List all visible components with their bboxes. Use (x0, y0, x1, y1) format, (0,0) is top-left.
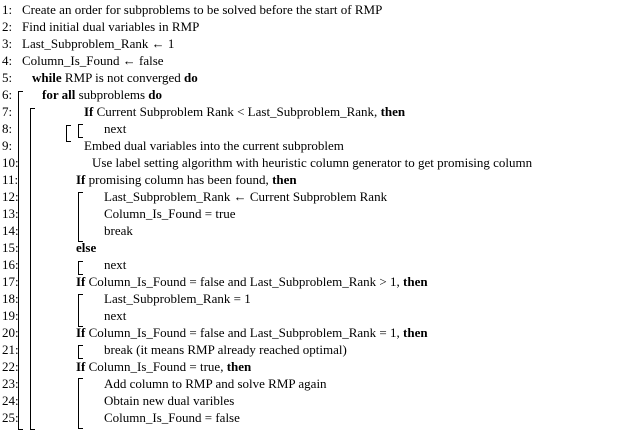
line-text (104, 392, 234, 409)
algorithm-line (0, 290, 624, 307)
line-text-segment: Add column to RMP and solve RMP again (104, 376, 327, 391)
algorithm-line (0, 273, 624, 290)
line-text-segment: Obtain new dual varibles (104, 393, 235, 408)
line-text (104, 188, 387, 205)
algorithm-line (0, 103, 624, 120)
algorithm-line (0, 86, 624, 103)
line-text (104, 120, 126, 137)
line-text-segment: RMP is not converged (61, 70, 185, 85)
line-text-segment: next (104, 121, 127, 136)
line-text-segment: Embed dual variables into the current subproblem (84, 138, 344, 153)
line-text (76, 273, 428, 290)
line-text (22, 18, 199, 35)
line-number: 11: (2, 172, 19, 187)
line-number: 9: (2, 138, 13, 153)
line-text-segment: subproblems (75, 87, 149, 102)
line-number: 4: (2, 53, 13, 68)
line-text-segment: Last_Subproblem_Rank ← 1 (22, 36, 175, 51)
line-number: 25: (2, 410, 19, 425)
algorithm-line (0, 409, 624, 426)
line-text (104, 375, 327, 392)
line-text-segment: promising column has been found, (85, 172, 273, 187)
line-text (32, 69, 198, 86)
line-text-segment: Column_Is_Found = true, (85, 359, 227, 374)
keyword: If (76, 325, 86, 340)
line-text (104, 205, 236, 222)
line-number: 24: (2, 393, 19, 408)
algorithm-line (0, 392, 624, 409)
line-number: 13: (2, 206, 19, 221)
line-text (104, 222, 133, 239)
line-number: 10: (2, 155, 19, 170)
line-number: 22: (2, 359, 19, 374)
line-number: 19: (2, 308, 19, 323)
keyword: then (272, 172, 297, 187)
line-text-segment: Current Subproblem Rank < Last_Subproblem_Rank, (93, 104, 381, 119)
algorithm-line (0, 205, 624, 222)
keyword: then (226, 359, 252, 374)
line-number: 18: (2, 291, 19, 306)
keyword: If (76, 172, 86, 187)
keyword: do (184, 70, 198, 85)
algorithm-line (0, 307, 624, 324)
line-text-segment: Create an order for subproblems to be solved before the start of RMP (22, 2, 383, 17)
line-text (104, 409, 240, 426)
line-text-segment: Find initial dual variables in RMP (22, 19, 200, 34)
keyword: then (403, 274, 428, 289)
line-text (76, 171, 297, 188)
line-text (104, 256, 126, 273)
line-number: 8: (2, 121, 13, 136)
keyword: If (76, 274, 86, 289)
algorithm-line (0, 188, 624, 205)
keyword: If (76, 359, 86, 374)
algorithm-line (0, 137, 624, 154)
line-number: 3: (2, 36, 13, 51)
line-text (76, 358, 251, 375)
algorithm-line (0, 239, 624, 256)
keyword: do (148, 87, 163, 102)
line-text-segment: Column_Is_Found = false and Last_Subproblem_Rank = 1, (85, 325, 404, 340)
line-number: 6: (2, 87, 13, 102)
line-text-segment: Use label setting algorithm with heuristic column generator to get promising column (92, 155, 533, 170)
line-text (22, 35, 174, 52)
algorithm-line (0, 222, 624, 239)
line-text (76, 239, 96, 256)
line-text (76, 324, 428, 341)
line-number: 2: (2, 19, 13, 34)
line-text-segment: Last_Subproblem_Rank = 1 (104, 291, 251, 306)
line-number: 7: (2, 104, 13, 119)
algorithm-line (0, 375, 624, 392)
line-number: 16: (2, 257, 19, 272)
line-text (42, 86, 162, 103)
line-text-segment: Column_Is_Found = true (104, 206, 236, 221)
line-text (84, 137, 344, 154)
line-text-segment: Column_Is_Found = false and Last_Subproblem_Rank > 1, (85, 274, 404, 289)
line-number: 23: (2, 376, 19, 391)
line-text-segment: next (104, 257, 127, 272)
line-text (104, 341, 347, 358)
keyword: then (403, 325, 428, 340)
line-text-segment: Last_Subproblem_Rank ← Current Subproblem Rank (104, 189, 388, 204)
keyword: for all (42, 87, 76, 102)
keyword: while (32, 70, 62, 85)
keyword: then (380, 104, 406, 119)
line-number: 21: (2, 342, 19, 357)
algorithm-line (0, 324, 624, 341)
algorithm-line (0, 154, 624, 171)
line-text-segment: break (it means RMP already reached optimal) (104, 342, 347, 357)
algorithm-line (0, 171, 624, 188)
algorithm-line (0, 69, 624, 86)
line-text (22, 1, 382, 18)
line-text (84, 103, 405, 120)
algorithm-line (0, 358, 624, 375)
line-number: 5: (2, 70, 13, 85)
algorithm-line (0, 35, 624, 52)
algorithm-line (0, 256, 624, 273)
line-text (104, 290, 251, 307)
line-text (22, 52, 164, 69)
algorithm-line (0, 18, 624, 35)
line-number: 12: (2, 189, 19, 204)
algorithm-line (0, 52, 624, 69)
algorithm-line (0, 120, 624, 137)
line-number: 1: (2, 2, 13, 17)
line-text-segment: next (104, 308, 127, 323)
algorithm-line (0, 341, 624, 358)
line-text-segment: Column_Is_Found = false (104, 410, 240, 425)
keyword: else (76, 240, 97, 255)
line-number: 17: (2, 274, 19, 289)
line-text-segment: Column_Is_Found ← false (22, 53, 164, 68)
line-text (92, 154, 532, 171)
line-number: 14: (2, 223, 19, 238)
line-number: 20: (2, 325, 19, 340)
algorithm-line (0, 1, 624, 18)
line-text (104, 307, 126, 324)
keyword: If (84, 104, 94, 119)
line-text-segment: break (104, 223, 133, 238)
line-number: 15: (2, 240, 19, 255)
